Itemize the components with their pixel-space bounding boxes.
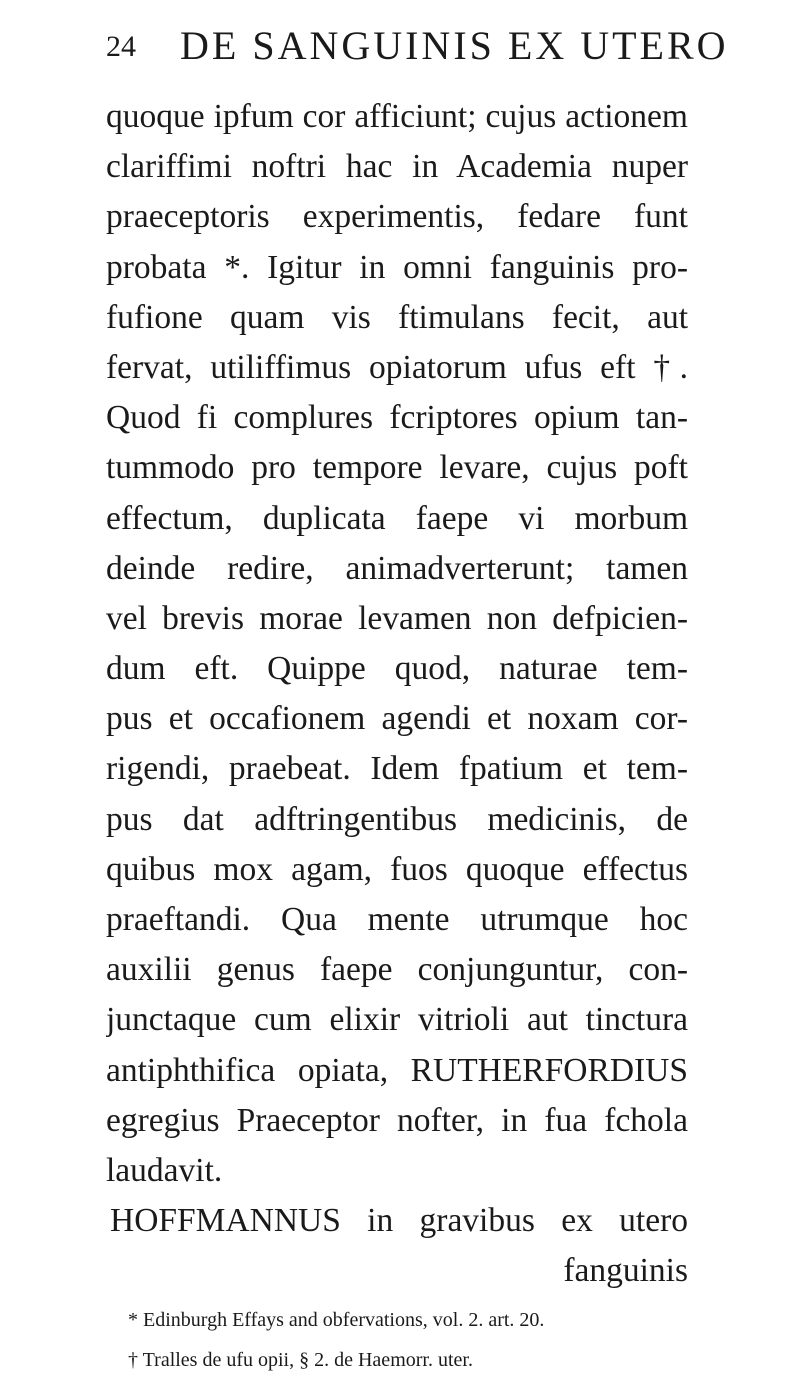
text-line: quibus mox agam, fuos quoque effectus [106,850,688,888]
text-line: pus et occafionem agendi et noxam cor- [106,700,688,738]
text-line: quoque ipfum cor afficiunt; cujus actionem [106,98,688,135]
text-line: pus dat adftringentibus medicinis, de [106,800,688,838]
text-line: vel brevis morae levamen non defpicien- [106,599,688,637]
text-line: egregius Praeceptor nofter, in fua fchola [106,1101,688,1139]
running-head: DE SANGUINIS EX UTERO [180,23,729,68]
text-line: deinde redire, animadverterunt; tamen [106,549,688,587]
footnotes [106,1300,688,1380]
text-line: probata *. Igitur in omni fanguinis pro- [106,248,688,286]
page-header [106,22,729,70]
text-line: praeceptoris experimentis, fedare funt [106,198,688,236]
text-line: dum eft. Quippe quod, naturae tem- [106,650,688,688]
text-line: fufione quam vis ftimulans fecit, aut [106,298,688,336]
text-line: effectum, duplicata faepe vi morbum [106,499,688,537]
body-text [106,92,688,1297]
catchword: fanguinis [563,1252,688,1290]
text-line: antiphthifica opiata, RUTHERFORDIUS [106,1051,688,1089]
text-line: HOFFMANNUS in gravibus ex utero [110,1202,688,1240]
text-line: junctaque cum elixir vitrioli aut tinctura [106,1001,688,1039]
text-line: praeftandi. Qua mente utrumque hoc [106,901,688,938]
text-line: clariffimi noftri hac in Academia nuper [106,148,688,186]
text-line: tummodo pro tempore levare, cujus poft [106,449,688,487]
page-number: 24 [106,30,136,63]
footnote: † Tralles de ufu opii, § 2. de Haemorr. uter. [128,1349,473,1371]
text-line: rigendi, praebeat. Idem fpatium et tem- [106,750,688,788]
footnote: * Edinburgh Effays and obfervations, vol. 2. art. 20. [128,1309,545,1331]
text-line: Quod fi complures fcriptores opium tan- [106,399,688,437]
text-line: fervat, utiliffimus opiatorum ufus eft †. [106,348,688,386]
text-line: laudavit. [106,1151,223,1189]
text-line: auxilii genus faepe conjunguntur, con- [106,951,688,989]
